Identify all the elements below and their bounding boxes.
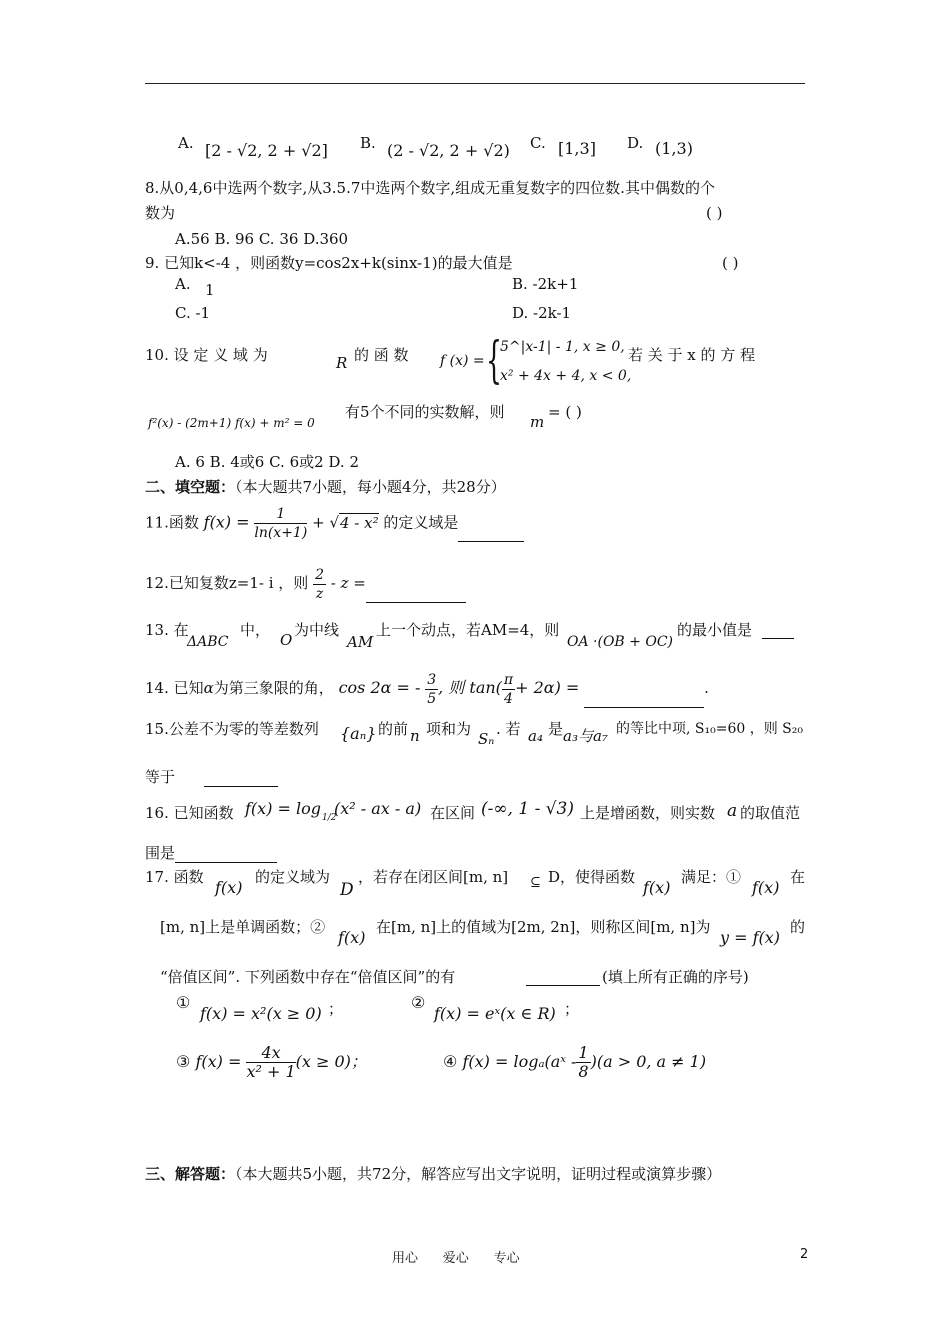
- q17-l2-prefix: [m, n]上是单调函数；②: [160, 918, 326, 936]
- q7-option-c-value: [1,3]: [558, 139, 596, 158]
- q15-a3-a7: a₃与a₇: [563, 727, 608, 745]
- q11-radicand: 4 - x²: [340, 513, 379, 532]
- q17-l2-end: 的: [790, 918, 806, 936]
- q17-l1-mid: 的定义域为: [255, 868, 331, 886]
- q13-mid2: 为中线: [294, 621, 340, 639]
- q8-answer-paren: ( ): [706, 204, 723, 222]
- q16-tail1: 上是增函数，则实数: [580, 804, 716, 822]
- q9-option-c: C. -1: [175, 304, 211, 322]
- q10-mid: 的 函 数: [354, 346, 409, 364]
- q17-subset: ⊆: [530, 875, 541, 890]
- section3-heading: [145, 1164, 721, 1184]
- q11-sqrt: √4 - x²: [329, 513, 379, 532]
- q15-Sn: Sₙ: [478, 730, 495, 748]
- q16-tail2: 的取值范: [740, 804, 801, 822]
- q10-equation: f²(x) - (2m+1) f(x) + m² = 0: [148, 416, 315, 430]
- q17-option4-tail: )(a > 0, a ≠ 1): [590, 1052, 707, 1071]
- q13-blank[interactable]: [762, 620, 794, 639]
- q17-fx-3: f(x): [752, 878, 780, 897]
- q17-option4-fraction: [576, 1044, 590, 1081]
- q15-line2: [145, 767, 278, 787]
- q12-num: 2: [315, 566, 324, 583]
- q13-mid3: 上一个动点，若AM=4，则: [376, 621, 560, 639]
- q17-fx-4: f(x): [338, 928, 366, 947]
- q17-y-fx: y = f(x): [720, 928, 781, 947]
- q11-blank[interactable]: [458, 541, 524, 542]
- section2-heading: [145, 477, 506, 497]
- q17-option1: f(x) = x²(x ≥ 0): [200, 1004, 322, 1023]
- q17-option3-num: 4x: [246, 1044, 295, 1063]
- q17-l3-tail: (填上所有正确的序号): [602, 968, 749, 986]
- q15-mid2: 项和为: [426, 720, 472, 738]
- q10-domain-r: R: [336, 354, 348, 372]
- q17-option4-mark: ④: [443, 1052, 458, 1071]
- section2-title: 二、填空题：: [145, 478, 236, 496]
- q16-argument: (x² - ax - a): [334, 799, 422, 818]
- q13-O: O: [280, 631, 293, 649]
- q17-option3-fraction: [246, 1044, 295, 1081]
- q17-fx-1: f(x): [215, 878, 243, 897]
- q14-fraction: [425, 671, 438, 708]
- q10-m: m: [530, 413, 545, 431]
- q14-pi-den: 4: [504, 690, 513, 707]
- q15-n: n: [410, 727, 420, 745]
- q7-option-b-value: (2 - √2, 2 + √2): [387, 141, 510, 160]
- q15-line2-text: 等于: [145, 768, 176, 786]
- q9-option-b: B. -2k+1: [512, 275, 579, 293]
- q17-option2-semi: ；: [564, 1000, 580, 1018]
- q17-l2-mid: 在[m, n]上的值域为[2m, 2n]，则称区间[m, n]为: [376, 918, 711, 936]
- q14: [145, 668, 709, 708]
- q7-option-d-value: (1,3): [655, 139, 693, 158]
- q14-alpha: α: [203, 679, 214, 697]
- q14-dot: .: [704, 679, 709, 697]
- section3-desc: （本大题共5小题，共72分，解答应写出文字说明，证明过程或演算步骤）: [235, 1165, 722, 1183]
- q7-option-b-label: B.: [360, 134, 376, 152]
- q17-option1-mark: ①: [176, 993, 191, 1012]
- q10-suffix: 若 关 于 x 的 方 程: [628, 346, 756, 364]
- q9-option-a-label: A.: [175, 275, 191, 293]
- q10-case-2: x² + 4x + 4, x < 0,: [500, 368, 632, 384]
- q16-mid: 在区间: [430, 804, 476, 822]
- q12: [145, 563, 466, 603]
- q12-tail: - z =: [330, 574, 366, 592]
- q14-prefix: 14. 已知: [145, 679, 204, 697]
- q10-prefix: 10. 设 定 义 域 为: [145, 346, 268, 364]
- q10-brace: {: [486, 331, 502, 389]
- q17-D: D: [340, 880, 354, 900]
- q14-num: 3: [427, 671, 437, 688]
- q15-mid4: 是: [548, 720, 564, 738]
- q16-a: a: [727, 801, 738, 821]
- q16-interval: (-∞, 1 - √3): [481, 799, 574, 819]
- q17-option4-den: 8: [578, 1062, 589, 1081]
- q17-option1-semi: ；: [328, 1000, 344, 1018]
- q9-option-d: D. -2k-1: [512, 304, 572, 322]
- q17-l1-tail2: D，使得函数: [548, 868, 636, 886]
- q9-option-a-value: 1: [205, 281, 215, 299]
- q17-l1-tail: ，若存在闭区间[m, n]: [358, 868, 509, 886]
- q10-after: 有5个不同的实数解，则: [345, 403, 505, 421]
- header-rule: [145, 83, 805, 84]
- q17-option3-den: x² + 1: [246, 1062, 296, 1081]
- q12-den: z: [315, 585, 324, 602]
- q17-l1-end: 在: [790, 868, 806, 886]
- q13-AM: AM: [347, 633, 374, 651]
- q10-options: A. 6 B. 4或6 C. 6或2 D. 2: [175, 453, 359, 471]
- q9-stem: 9. 已知k<-4 ，则函数y=cos2x+k(sinx-1)的最大值是: [145, 254, 513, 272]
- q7-option-c-label: C.: [530, 134, 546, 152]
- q14-cos: cos 2α = -: [338, 678, 421, 697]
- page-number: 2: [800, 1247, 809, 1262]
- q17-option2: f(x) = eˣ(x ∈ R): [434, 1004, 556, 1023]
- q15-prefix: 15.公差不为零的等差数列: [145, 720, 319, 738]
- q14-pi-fraction: [502, 671, 515, 708]
- q12-prefix: 12.已知复数z=1- i ，则: [145, 574, 309, 592]
- q14-then: , 则 tan(: [438, 678, 502, 697]
- q12-fraction: [313, 566, 326, 603]
- q13-prefix: 13. 在: [145, 621, 189, 639]
- q17-option4-lhs: f(x) = logₐ(aˣ -: [462, 1052, 577, 1071]
- q17-option4-num: 1: [578, 1043, 589, 1062]
- q8-stem-line1: 8.从0,4,6中选两个数字,从3.5.7中选两个数字,组成无重复数字的四位数.其中偶数的个: [145, 179, 715, 197]
- q13-expression: OA ·(OB + OC): [567, 634, 673, 650]
- q17-option3-tail: (x ≥ 0)；: [295, 1052, 367, 1071]
- q17-option3: [176, 1040, 367, 1084]
- q17-l1-prefix: 17. 函数: [145, 868, 204, 886]
- q15-blank[interactable]: [204, 786, 278, 787]
- q14-tail: + 2α) =: [515, 678, 580, 697]
- q16-line2-text: 围是: [145, 844, 176, 862]
- q16-line2: [145, 843, 277, 863]
- footer-motto: 用心 爱心 专心: [392, 1251, 520, 1266]
- q15-mid1: 的前: [378, 720, 409, 738]
- q7-option-d-label: D.: [627, 134, 644, 152]
- q13-triangle: ΔABC: [187, 634, 229, 650]
- q17-l3: “倍值区间”. 下列函数中存在“倍值区间”的有: [160, 968, 456, 986]
- q14-pi-num: π: [503, 671, 514, 688]
- q13-tail: 的最小值是: [677, 621, 753, 639]
- q14-mid: 为第三象限的角，: [213, 679, 334, 697]
- q16-fx-log: f(x) = log: [245, 799, 321, 818]
- q15-mid3: . 若: [496, 720, 521, 738]
- q16-blank[interactable]: [175, 862, 277, 863]
- q13-mid1: 中，: [240, 621, 271, 639]
- q15-tail: 的等比中项, S₁₀=60 ，则 S₂₀: [616, 721, 803, 737]
- q11-fraction: [254, 505, 307, 542]
- q17-option4: [443, 1040, 706, 1084]
- q8-options: A.56 B. 96 C. 36 D.360: [175, 230, 349, 248]
- q8-stem-line2: 数为: [145, 204, 176, 222]
- q7-option-a-label: A.: [178, 134, 194, 152]
- q11: [145, 505, 524, 542]
- q9-answer-paren: ( ): [722, 254, 739, 272]
- q17-blank[interactable]: [526, 967, 600, 986]
- q16-base: 1/2: [322, 813, 337, 823]
- q16-prefix: 16. 已知函数: [145, 804, 234, 822]
- q17-option3-mark: ③: [176, 1052, 191, 1071]
- q14-blank[interactable]: [584, 707, 704, 708]
- q10-fx: f (x) =: [440, 353, 485, 369]
- q11-prefix: 11.函数: [145, 513, 199, 532]
- section2-desc: （本大题共7小题，每小题4分，共28分）: [235, 478, 506, 496]
- q17-option3-lhs: f(x) =: [195, 1052, 242, 1071]
- q11-num: 1: [254, 505, 307, 524]
- q10-tail: = ( ): [548, 403, 582, 421]
- section3-title: 三、解答题：: [145, 1165, 236, 1183]
- q17-l1-tail3: 满足：①: [681, 868, 742, 886]
- q17-option2-mark: ②: [411, 993, 426, 1012]
- q12-blank[interactable]: [366, 602, 466, 603]
- q10-case-1: 5^|x-1| - 1, x ≥ 0,: [500, 339, 625, 355]
- q14-den: 5: [427, 690, 437, 707]
- q11-tail: 的定义域是: [383, 513, 459, 532]
- q11-fx: f(x) =: [203, 512, 250, 532]
- q15-sequence: {aₙ}: [340, 724, 377, 743]
- q11-den: ln(x+1): [254, 525, 308, 541]
- q17-fx-2: f(x): [643, 878, 671, 897]
- q11-plus: +: [312, 513, 325, 532]
- q15-a4: a₄: [528, 727, 543, 745]
- q7-option-a-value: [2 - √2, 2 + √2]: [205, 141, 328, 160]
